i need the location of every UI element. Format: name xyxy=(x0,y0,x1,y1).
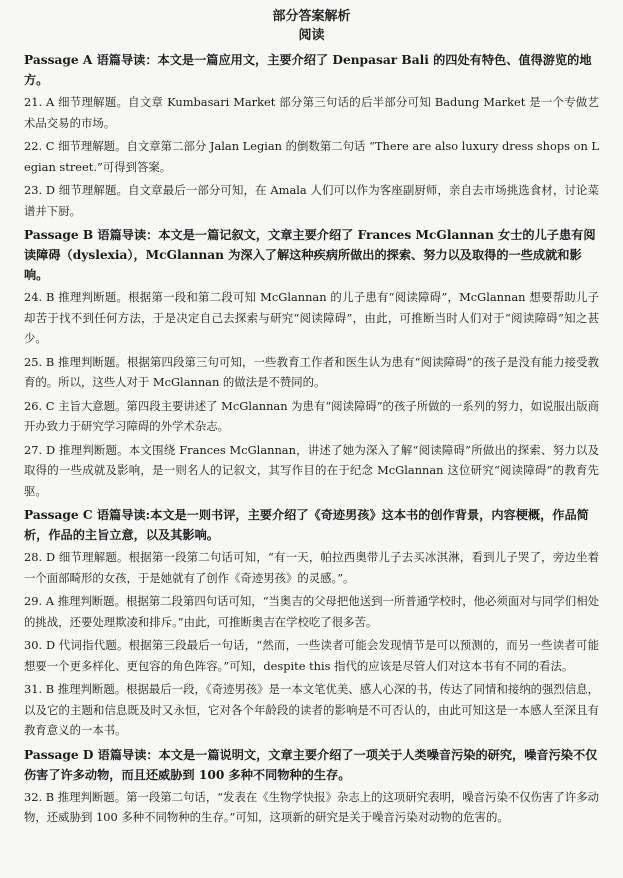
passage-c-block xyxy=(24,505,599,741)
answer-26: 26. C 主旨大意题。第四段主要讲述了 McGlannan 为患有“阅读障碍”的孩子所做的一系列的努力，如说服出版商开办致力于研究学习障碍的外学术杂志。 xyxy=(24,398,599,433)
page-title: 部分答案解析 xyxy=(272,9,351,24)
passage-c-intro: Passage C 语篇导读:本文是一则书评，主要介绍了《奇迹男孩》这本书的创作背景，内容梗概，作品简析，作品的主旨立意，以及其影响。 xyxy=(24,508,589,542)
answer-24: 24. B 推理判断题。根据第一段和第二段可知 McGlannan 的儿子患有“阅读障碍”，McGlannan 想要帮助儿子却苦于找不到任何方法，于是决定自己去探索与研究“阅读障碍”，由此，可推断当时人们对于“阅读障碍”知之甚少。 xyxy=(24,290,599,345)
answer-23: 23. D 细节理解题。自文章最后一部分可知，在 Amala 人们可以作为客座副厨师，亲自去市场挑选食材，讨论菜谱并下厨。 xyxy=(24,183,599,218)
answer-28: 28. D 细节理解题。根据第一段第二句话可知，“有一天，帕拉西奥带儿子去买冰淇淋，看到儿子哭了，旁边坐着一个面部畸形的女孩，于是她就有了创作《奇迹男孩》的灵感。”。 xyxy=(24,550,599,585)
section-heading-reading: 阅读 xyxy=(298,28,325,43)
passage-a-intro: Passage A 语篇导读：本文是一篇应用文，主要介绍了 Denpasar Bali 的四处有特色、值得游览的地方。 xyxy=(24,53,592,87)
answer-25: 25. B 推理判断题。根据第四段第三句可知，一些教育工作者和医生认为患有“阅读障碍”的孩子是没有能力接受教育的。所以，这些人对于 McGlannan 的做法是不赞同的。 xyxy=(24,354,599,389)
answer-32: 32. B 推理判断题。第一段第二句话，“发表在《生物学快报》杂志上的这项研究表明，噪音污染不仅伤害了许多动物，还威胁到 100 多种不同物种的生存。”可知，这项新的研究是关于噪音污染对动物的危害的。 xyxy=(24,789,599,824)
answer-30: 30. D 代词指代题。根据第三段最后一句话，“然而，一些读者可能会发现情节是可以预测的，而另一些读者可能想要一个更多样化、更包容的角色阵容。”可知，despite this 指代的应该是尽管人们对这本书有不同的看法。 xyxy=(24,638,599,673)
answer-31: 31. B 推理判断题。根据最后一段，《奇迹男孩》是一本文笔优美、感人心深的书，传达了同情和接纳的强烈信息，以及它的主题和信息既及时又永恒，它对各个年龄段的读者的影响是不可否认的，由此可知这是一本感人至深且有教育意义的一本书。 xyxy=(24,682,599,737)
passage-d-block xyxy=(24,745,599,828)
answer-21: 21. A 细节理解题。自文章 Kumbasari Market 部分第三句话的后半部分可知 Badung Market 是一个专做艺术品交易的市场。 xyxy=(24,95,599,130)
answer-29: 29. A 推理判断题。根据第二段第四句话可知，“当奥吉的父母把他送到一所普通学校时，他必须面对与同学们相处的挑战，还要处理欺凌和排斥。”由此，可推断奥吉在学校吃了很多苦。 xyxy=(24,594,599,629)
passage-b-block xyxy=(24,225,599,501)
passage-b-intro: Passage B 语篇导读：本文是一篇记叙文，文章主要介绍了 Frances McGlannan 女士的儿子患有阅读障碍（dyslexia），McGlannan 为深入了解这种疾病所做出的探索、努力以及取得的一些成就和影响。 xyxy=(24,228,596,282)
answer-22: 22. C 细节理解题。自文章第二部分 Jalan Legian 的倒数第二句话 “There are also luxury dress shops on Legian street.”可得到答案。 xyxy=(24,139,599,174)
answer-27: 27. D 推理判断题。本文围绕 Frances McGlannan，讲述了她为深入了解“阅读障碍”所做出的探索、努力以及取得的一些成就及影响，是一则名人的记叙文，其写作目的在于纪念 McGlannan 这位研究“阅读障碍”的教育先驱。 xyxy=(24,442,599,498)
passage-d-intro: Passage D 语篇导读：本文是一篇说明文，文章主要介绍了一项关于人类噪音污染的研究，噪音污染不仅伤害了许多动物，而且还威胁到 100 多种不同物种的生存。 xyxy=(24,747,598,782)
passage-a-block xyxy=(24,50,599,221)
